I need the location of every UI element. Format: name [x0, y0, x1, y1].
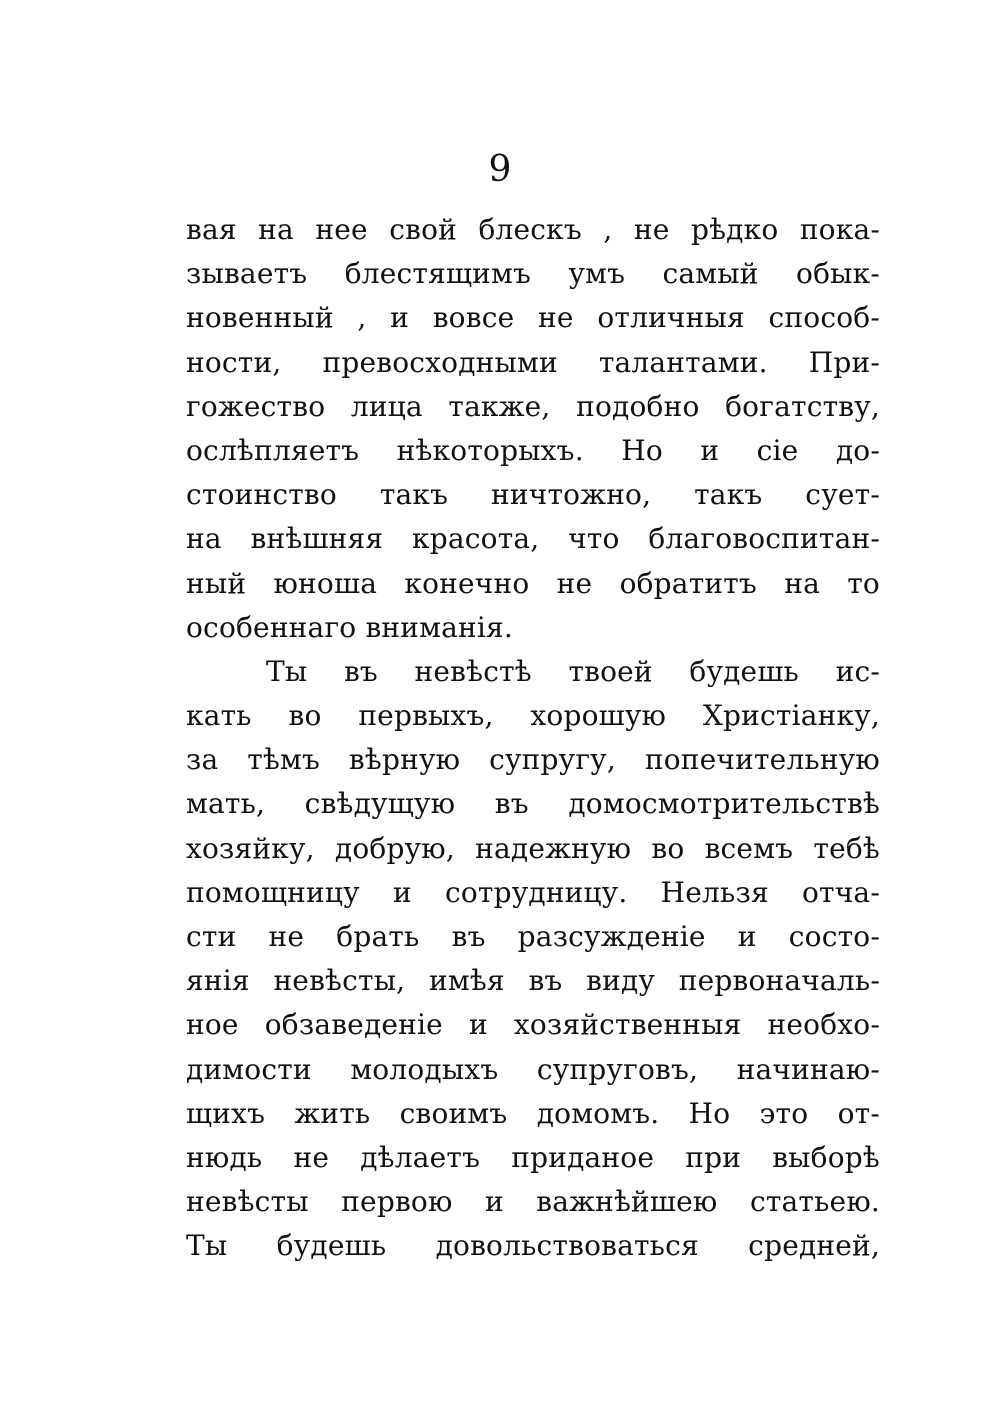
text-line: сти не брать въ разсужденіе и состо- [186, 920, 880, 953]
text-line: новенный , и вовсе не отличныя способ- [186, 301, 880, 335]
text-line: ослѣпляетъ нѣкоторыхъ. Но и сіе до- [186, 433, 880, 467]
text-line: на внѣшняя красота, что благовоспитан- [186, 522, 880, 556]
text-line: ный юноша конечно не обратитъ на то [186, 566, 880, 600]
text-line: ное обзаведеніе и хозяйственныя необхо- [186, 1008, 880, 1042]
text-line-paragraph-end: особеннаго вниманія. [186, 610, 514, 644]
text-line: помощницу и сотрудницу. Нельзя отча- [186, 875, 880, 909]
text-line-paragraph-start: Ты въ невѣстѣ твоей будешь ис- [266, 654, 880, 688]
body-text [186, 208, 880, 1269]
text-line: хозяйку, добрую, надежную во всемъ тебѣ [186, 831, 880, 865]
text-line: ности, превосходными талантами. При- [186, 345, 880, 379]
text-line: стоинство такъ ничтожно, такъ сует- [186, 478, 880, 512]
text-line: вая на нее свой блескъ , не рѣдко пока- [186, 213, 880, 246]
text-line: нюдь не дѣлаетъ приданое при выборѣ [186, 1140, 880, 1174]
text-line: гожество лица также, подобно богатству, [186, 389, 880, 423]
text-line: мать, свѣдущую въ домосмотрительствѣ [186, 787, 880, 821]
text-line: за тѣмъ вѣрную супругу, попечительную [186, 743, 880, 777]
text-line: зываетъ блестящимъ умъ самый обык- [186, 257, 880, 291]
page-number: 9 [488, 149, 512, 190]
text-line: янія невѣсты, имѣя въ виду первоначаль- [186, 964, 880, 998]
text-line: щихъ жить своимъ домомъ. Но это от- [186, 1096, 880, 1130]
text-line: Ты будешь довольствоваться средней, [186, 1229, 880, 1263]
text-line: кать во первыхъ, хорошую Христіанку, [186, 699, 880, 733]
text-line: невѣсты первою и важнѣйшею статьею. [186, 1185, 880, 1219]
text-line: димости молодыхъ супруговъ, начинаю- [186, 1052, 880, 1086]
